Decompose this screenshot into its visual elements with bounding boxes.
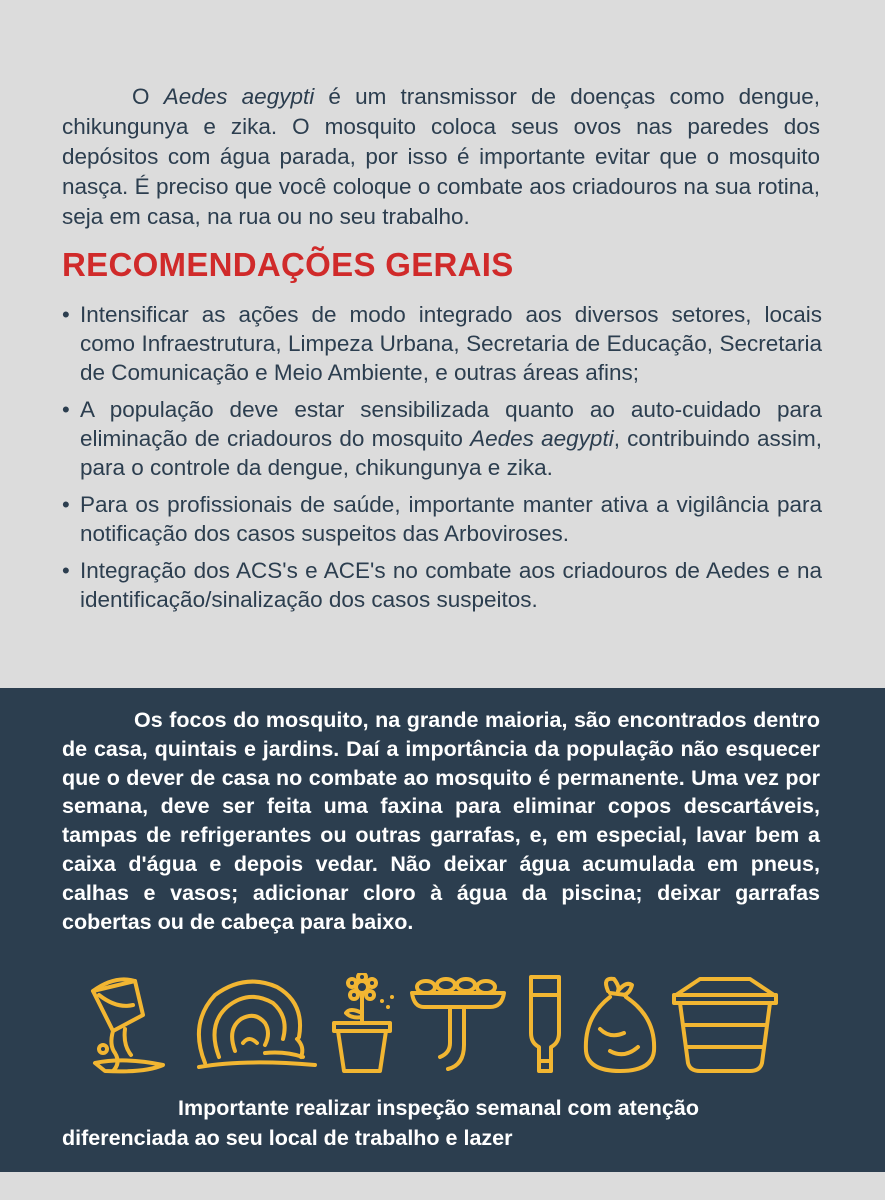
recommendations-list xyxy=(62,300,822,622)
recommendations-title: RECOMENDAÇÕES GERAIS xyxy=(62,246,514,283)
closing-line: Importante realizar inspeção semanal com atenção diferenciada ao seu local de trabalho e lazer xyxy=(62,1096,699,1150)
bottle-icon xyxy=(525,973,565,1078)
water-tank-icon xyxy=(670,973,780,1078)
bullet-icon: • xyxy=(62,492,70,517)
bottom-panel xyxy=(0,688,885,1172)
item-text: Intensificar as ações de modo integrado aos diversos setores, locais como Infraestrutura, Limpeza Urbana, Secretaria de Educação, Secretaria de Comunicação e Meio Ambiente, e outras áreas afins; xyxy=(80,302,822,385)
bullet-icon: • xyxy=(62,558,70,583)
bottom-strip xyxy=(0,1172,885,1200)
focus-paragraph xyxy=(62,706,820,936)
focus-text: Os focos do mosquito, na grande maioria, são encontrados dentro de casa, quintais e jardins. Daí a importância da população não esquecer que o dever de casa no combate ao mosquito é permanente. Uma vez por semana, deve ser feita uma faxina para eliminar copos descartáveis, tampas de refrigerantes ou outras garrafas, e, em especial, lavar bem a caixa d'água e depois vedar. Não deixar água acumulada em pneus, calhas e vasos; adicionar cloro à água da piscina; deixar garrafas cobertas ou de cabeça para baixo. xyxy=(62,708,820,934)
flower-pot-icon xyxy=(330,973,400,1078)
item-species: Aedes aegypti xyxy=(470,426,614,451)
item-text: Para os profissionais de saúde, importante manter ativa a vigilância para notificação dos casos suspeitos das Arboviroses. xyxy=(80,492,822,546)
tire-icon xyxy=(185,973,325,1078)
icon-row xyxy=(85,973,785,1078)
intro-text: é um transmissor de doenças como dengue, chikungunya e zika. O mosquito coloca seus ovos nas paredes dos depósitos com água parada, por isso é importante evitar que o mosquito nasça. É preciso que você coloque o combate aos criadouros na sua rotina, seja em casa, na rua ou no seu trabalho. xyxy=(62,84,820,229)
list-item xyxy=(62,300,822,387)
list-item xyxy=(62,556,822,614)
intro-paragraph xyxy=(62,82,820,232)
bullet-icon: • xyxy=(62,397,70,422)
intro-species: Aedes aegypti xyxy=(163,84,315,109)
list-item xyxy=(62,395,822,482)
bucket-icon xyxy=(85,973,170,1078)
closing-text xyxy=(62,1093,822,1153)
intro-prefix: O xyxy=(132,84,164,109)
bullet-icon: • xyxy=(62,302,70,327)
trash-bag-icon xyxy=(580,973,660,1078)
item-text: A população deve estar sensibilizada quanto ao auto-cuidado para eliminação de criadouros do mosquito xyxy=(80,397,822,451)
list-item xyxy=(62,490,822,548)
item-text: , contribuindo assim, para o controle da dengue, chikungunya e zika. xyxy=(80,426,823,480)
item-text: Integração dos ACS's e ACE's no combate aos criadouros de Aedes e na identificação/sinalização dos casos suspeitos. xyxy=(80,558,822,612)
gutter-icon xyxy=(410,973,510,1078)
